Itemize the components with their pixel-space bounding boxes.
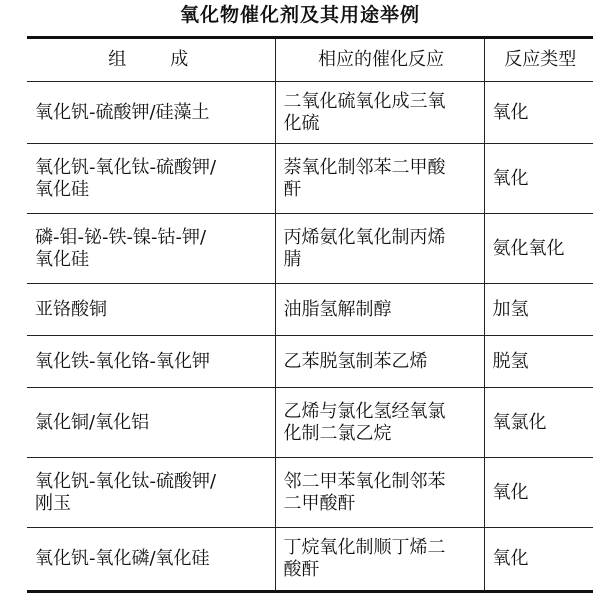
reaction-line: 化硫 — [283, 112, 320, 134]
cell-type: 脱氢 — [484, 336, 593, 388]
cell-composition — [27, 284, 275, 336]
reaction-line: 化制二氯乙烷 — [283, 422, 392, 444]
composition-line: 氧化硅 — [35, 178, 89, 200]
composition-line: 氯化铜/氧化铝 — [35, 411, 150, 433]
cell-composition — [27, 528, 275, 592]
cell-type: 氧化 — [484, 82, 593, 144]
composition-line: 亚铬酸铜 — [35, 298, 107, 320]
table-row — [27, 214, 593, 284]
composition-line: 氧化硅 — [35, 248, 89, 270]
cell-reaction — [275, 284, 484, 336]
table-header-row — [27, 38, 593, 82]
cell-composition — [27, 388, 275, 458]
cell-type: 氧化 — [492, 548, 529, 569]
reaction-line: 酸酐 — [283, 559, 320, 580]
table-row — [27, 82, 593, 144]
cell-type: 氧氯化 — [484, 388, 593, 458]
cell-reaction — [275, 214, 484, 284]
cell-reaction — [275, 82, 484, 144]
composition-line: 氧化钒-硫酸钾/硅藻土 — [35, 101, 210, 123]
table-row — [27, 144, 593, 214]
reaction-line: 二氧化硫氧化成三氧 — [283, 90, 446, 112]
cell-reaction — [275, 144, 484, 214]
reaction-line: 丙烯氨化氧化制丙烯 — [283, 226, 446, 248]
composition-line: 氧化钒-氧化钛-硫酸钾/ — [35, 470, 217, 492]
reaction-line: 油脂氢解制醇 — [283, 298, 392, 320]
reaction-line: 腈 — [283, 248, 302, 270]
table-row — [27, 284, 593, 336]
cell-type: 加氢 — [484, 284, 593, 336]
table-row — [27, 528, 593, 592]
table-title: 氧化物催化剂及其用途举例 — [179, 4, 420, 26]
cell-composition — [27, 336, 275, 388]
composition-line: 磷-钼-铋-铁-镍-钴-钾/ — [35, 226, 207, 248]
cell-reaction — [275, 528, 484, 592]
table-row — [27, 458, 593, 528]
cell-type: 氧化 — [484, 144, 593, 214]
table-row — [27, 388, 593, 458]
cell-reaction — [275, 458, 484, 528]
cell-type: 氨化氧化 — [484, 214, 593, 284]
composition-line: 氧化钒-氧化磷/氧化硅 — [35, 548, 210, 569]
cell-composition — [27, 82, 275, 144]
composition-line: 氧化铁-氧化铬-氧化钾 — [35, 350, 210, 372]
cell-composition — [27, 458, 275, 528]
cell-composition — [27, 144, 275, 214]
cell-composition — [27, 214, 275, 284]
reaction-line: 乙烯与氯化氢经氧氯 — [283, 400, 446, 422]
cell-reaction — [275, 336, 484, 388]
reaction-line: 乙苯脱氢制苯乙烯 — [283, 350, 428, 372]
cell-reaction — [275, 388, 484, 458]
reaction-line: 邻二甲苯氧化制邻苯 — [283, 470, 446, 492]
reaction-line: 二甲酸酐 — [283, 492, 356, 514]
cell-type: 氧化 — [484, 458, 593, 528]
header-type: 反应类型 — [484, 38, 593, 82]
header-reaction: 相应的催化反应 — [275, 38, 484, 82]
reaction-line: 酐 — [283, 178, 302, 200]
table-row — [27, 336, 593, 388]
reaction-line: 丁烷氧化制顺丁烯二 — [283, 537, 446, 558]
reaction-line: 萘氧化制邻苯二甲酸 — [283, 156, 446, 178]
header-composition: 组成 — [27, 38, 275, 82]
catalyst-table — [27, 36, 593, 593]
composition-line: 刚玉 — [35, 492, 71, 514]
composition-line: 氧化钒-氧化钛-硫酸钾/ — [35, 156, 217, 178]
